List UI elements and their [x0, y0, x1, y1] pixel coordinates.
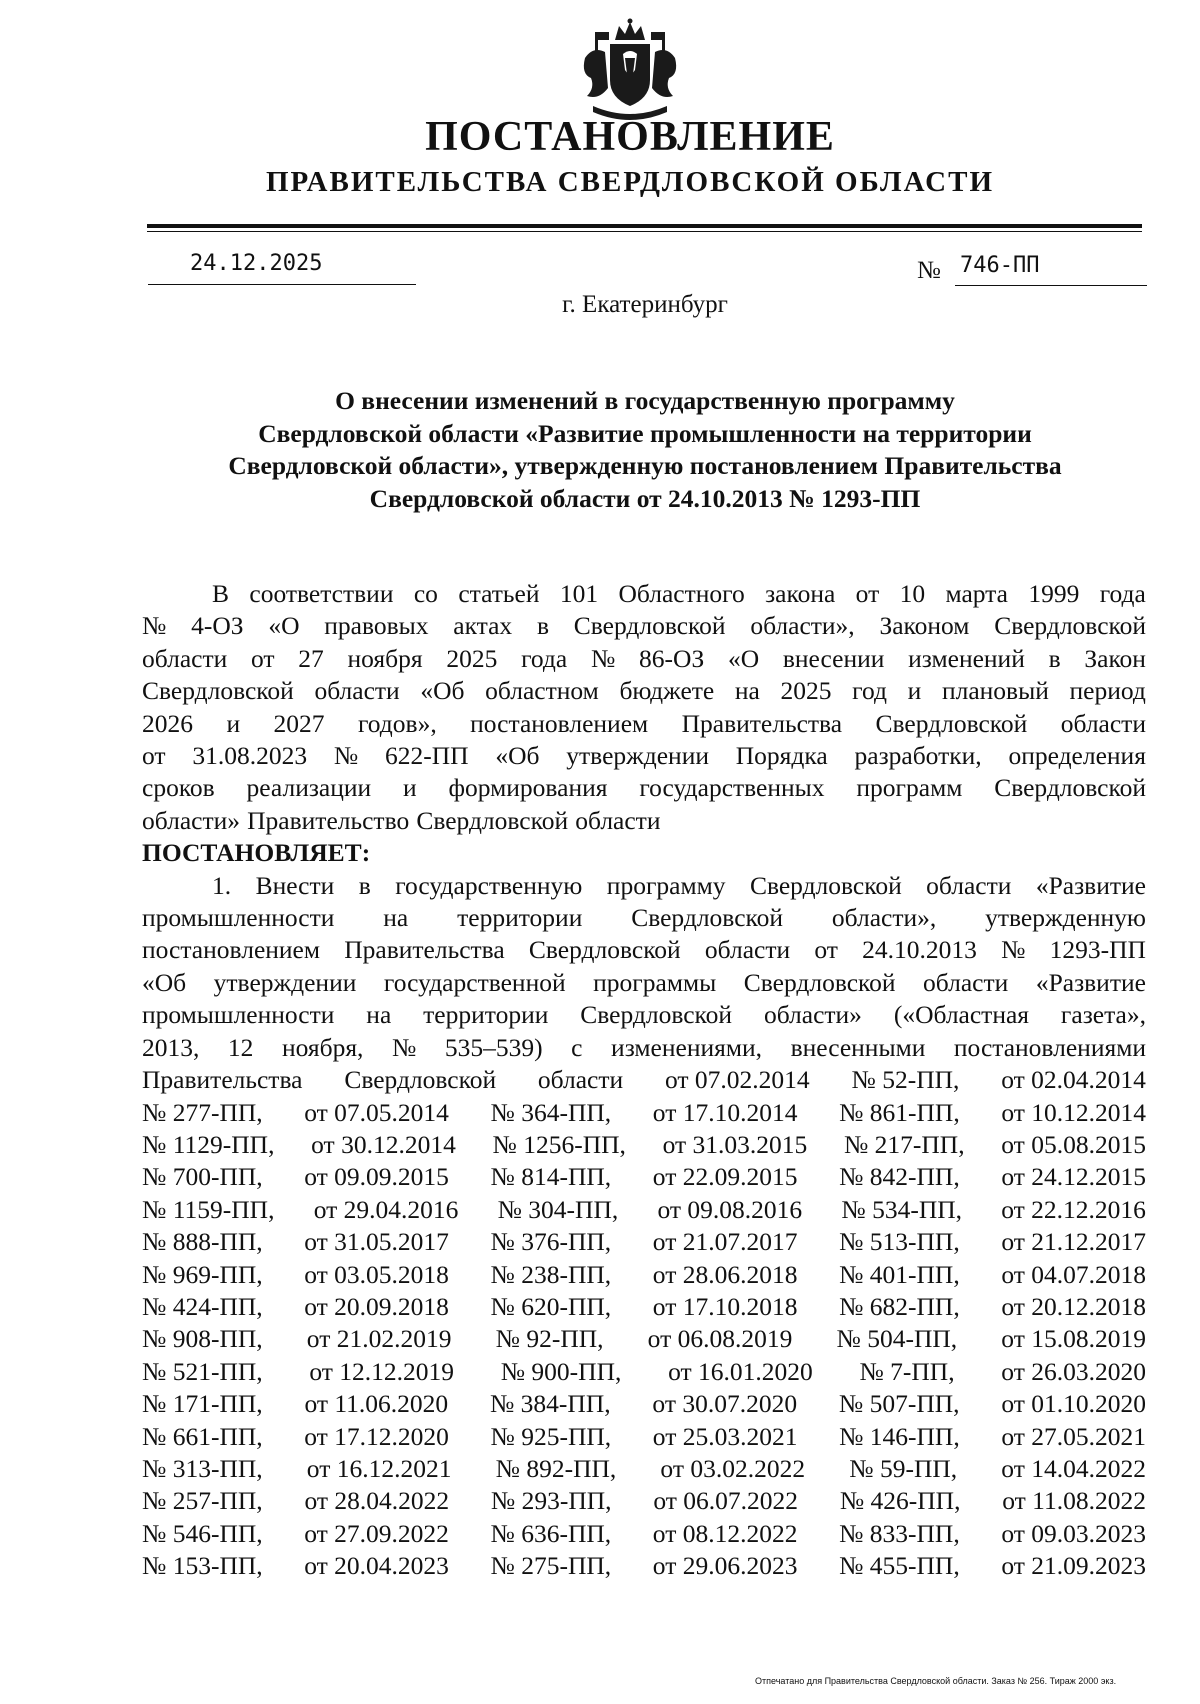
text-line [142, 1226, 1146, 1258]
word: Правительство [247, 805, 410, 835]
word: области [575, 805, 661, 835]
word: изменениями, [611, 1032, 763, 1062]
word: № 92-ПП, [495, 1324, 604, 1354]
word: № 700-ПП, [142, 1162, 263, 1192]
word: «О [727, 643, 760, 673]
word: № [1001, 935, 1026, 965]
word: от 21.09.2023 [1001, 1551, 1146, 1581]
text-line [142, 870, 1146, 902]
word: утверждении [213, 967, 357, 997]
text-line [142, 805, 1146, 837]
word: № 900-ПП, [500, 1356, 622, 1386]
word: с [571, 1032, 583, 1062]
print-footer: Отпечатано для Правительства Свердловской области. Заказ № 256. Тираж 2000 экз. [755, 1676, 1117, 1686]
word: от 16.01.2020 [668, 1356, 813, 1386]
word: разработки, [854, 741, 982, 771]
word: Закон [1084, 643, 1146, 673]
word: № 455-ПП, [839, 1551, 960, 1581]
word: от 24.12.2015 [1001, 1162, 1146, 1192]
word: № 861-ПП, [839, 1097, 960, 1127]
word: Свердловской [994, 773, 1146, 803]
text-line [142, 1259, 1146, 1291]
word: № 925-ПП, [490, 1421, 612, 1451]
word: области» [142, 805, 240, 835]
text-line [142, 578, 1146, 610]
word: Областного [618, 579, 745, 608]
word: области [923, 967, 1009, 997]
text-line [142, 1356, 1146, 1388]
word: № 293-ПП, [490, 1486, 612, 1516]
word: и [403, 773, 417, 803]
word: № 257-ПП, [142, 1486, 263, 1516]
word: № 661-ПП, [142, 1421, 263, 1451]
word: от 10.12.2014 [1001, 1097, 1146, 1127]
word: Правительства [681, 708, 843, 738]
word: территории [457, 903, 583, 933]
word: от 28.04.2022 [304, 1486, 450, 1516]
title-line: Свердловской области», утвержденную постановлением Правительства [228, 451, 1062, 480]
word: постановлением [470, 708, 649, 738]
word: от 07.02.2014 [665, 1065, 810, 1095]
text-line [142, 967, 1146, 999]
word: № 401-ПП, [839, 1259, 960, 1289]
word: в [358, 870, 371, 900]
word: Свердловской [875, 708, 1028, 738]
word: «О [268, 611, 300, 641]
word: от 05.08.2015 [1001, 1129, 1146, 1159]
word: области [926, 870, 1012, 900]
word: от 14.04.2022 [1001, 1453, 1146, 1483]
text-line [142, 902, 1146, 934]
word: на [366, 1000, 392, 1030]
word: 2026 [142, 708, 193, 738]
number-sign: № [917, 257, 941, 284]
text-line [142, 1550, 1146, 1582]
text-line [142, 1097, 1146, 1129]
word: правовых [324, 611, 429, 641]
word: 1. [212, 870, 232, 900]
word: реализации [246, 773, 372, 803]
word: от 31.05.2017 [304, 1227, 449, 1257]
word: территории [423, 1000, 549, 1030]
word: 2013, [142, 1032, 200, 1062]
word: Свердловской [749, 870, 902, 900]
word: 24.10.2013 [862, 935, 977, 965]
text-line [142, 1129, 1146, 1161]
word: от 01.10.2020 [1001, 1389, 1146, 1419]
word: от 20.09.2018 [304, 1291, 449, 1321]
document-city: г. Екатеринбург [562, 291, 728, 318]
word: № [590, 643, 616, 673]
header-rule-thin [147, 231, 1142, 232]
word: марта [945, 579, 1008, 608]
word: № 171-ПП, [142, 1389, 263, 1419]
title-line: Свердловской области «Развитие промышленности на территории [258, 418, 1032, 448]
word: 1999 [1028, 579, 1080, 608]
item-1-paragraph [142, 870, 1146, 1064]
text-line [142, 740, 1146, 772]
header-rule [147, 224, 1142, 228]
word: годов», [357, 708, 437, 738]
word: от 06.08.2019 [647, 1324, 793, 1354]
word: Порядка [735, 741, 828, 771]
word: от 22.12.2016 [1001, 1194, 1146, 1224]
word: от 26.03.2020 [1001, 1356, 1146, 1386]
word: от [814, 935, 838, 965]
word: «Об [495, 741, 540, 771]
amendments-list [142, 1064, 1146, 1583]
word: Правительства [344, 935, 505, 965]
word: № 238-ПП, [490, 1259, 612, 1289]
word: № 275-ПП, [490, 1551, 612, 1581]
word: № 969-ПП, [142, 1259, 263, 1289]
word: области», [831, 903, 937, 933]
word: 2027 [273, 708, 325, 738]
word: № 426-ПП, [839, 1486, 961, 1516]
word: ноября, [281, 1032, 364, 1062]
word: 2025 [780, 676, 832, 706]
word: № 384-ПП, [489, 1389, 611, 1419]
document-date: 24.12.2025 [190, 251, 323, 276]
word: области [142, 643, 228, 673]
preamble-paragraph [142, 578, 1146, 837]
word: № 892-ПП, [495, 1453, 617, 1483]
word: на [734, 676, 760, 706]
word: Свердловской [344, 1065, 497, 1095]
word: от 06.07.2022 [653, 1486, 799, 1516]
word: от 27.05.2021 [1001, 1421, 1146, 1451]
word: от 03.05.2018 [304, 1259, 449, 1289]
word: 10 [899, 579, 926, 608]
document-type: ПОСТАНОВЛЕНИЕ [425, 114, 835, 160]
document-issuer: ПРАВИТЕЛЬСТВА СВЕРДЛОВСКОЙ ОБЛАСТИ [265, 166, 995, 198]
word: В [212, 579, 230, 608]
word: области [704, 935, 791, 965]
text-line [142, 1194, 1146, 1226]
word: Свердловской [631, 903, 783, 933]
word: Свердловской [416, 805, 569, 835]
word: ноября [347, 643, 423, 673]
word: постановлением [142, 935, 321, 965]
word: программы [593, 967, 717, 997]
word: «Об [420, 676, 465, 706]
word: от 31.03.2015 [662, 1129, 808, 1159]
word: № 842-ПП, [839, 1162, 960, 1192]
word: № 620-ПП, [490, 1291, 612, 1321]
word: в [536, 611, 549, 641]
document-title [140, 385, 1150, 515]
word: области [1060, 708, 1146, 738]
word: постановлениями [953, 1032, 1146, 1062]
word: Свердловской [743, 967, 896, 997]
word: № 424-ПП, [142, 1291, 263, 1321]
word: от 17.12.2020 [304, 1421, 449, 1451]
document-number: 746-ПП [960, 253, 1040, 278]
word: № 277-ПП, [142, 1097, 263, 1127]
text-line [142, 1032, 1146, 1064]
word: «Развитие [1035, 967, 1146, 997]
coat-of-arms-icon [575, 18, 685, 123]
word: № 1129-ПП, [142, 1129, 275, 1159]
word: от 15.08.2019 [1001, 1324, 1146, 1354]
date-underline [148, 284, 416, 285]
word: года [521, 643, 568, 673]
word: № [142, 611, 167, 641]
word: № 546-ПП, [142, 1518, 263, 1548]
word: № [391, 1032, 417, 1062]
word: со [413, 579, 438, 608]
word: актах [453, 611, 513, 641]
word: № 908-ПП, [142, 1324, 263, 1354]
word: от 28.06.2018 [652, 1259, 798, 1289]
word: Правительства [142, 1065, 303, 1095]
word: государственной [383, 967, 566, 997]
word: от [250, 643, 275, 673]
word: бюджете [619, 676, 715, 706]
word: от 20.12.2018 [1001, 1291, 1146, 1321]
word: программу [606, 870, 726, 900]
word: формирования [448, 773, 608, 803]
word: 4-ОЗ [191, 611, 244, 641]
word: закона [765, 579, 836, 608]
word: промышленности [142, 903, 335, 933]
word: внесении [782, 643, 885, 673]
word: государственную [395, 870, 583, 900]
word: № 376-ПП, [490, 1227, 612, 1257]
word: промышленности [142, 1000, 335, 1030]
word: 31.08.2023 [192, 741, 308, 771]
word: 1293-ПП [1049, 935, 1146, 965]
word: 101 [559, 579, 599, 608]
text-line [142, 999, 1146, 1031]
word: от 29.06.2023 [652, 1551, 798, 1581]
title-line: Свердловской области от 24.10.2013 № 1293-ПП [369, 483, 921, 513]
word: Свердловской [142, 676, 294, 706]
word: сроков [142, 773, 215, 803]
document-body [142, 578, 1146, 1583]
word: период [1069, 676, 1146, 706]
word: № 636-ПП, [490, 1518, 612, 1548]
word: от 09.09.2015 [304, 1162, 449, 1192]
word: от 17.10.2018 [652, 1291, 798, 1321]
word: на [383, 903, 409, 933]
text-line [142, 772, 1146, 804]
word: области [537, 1065, 624, 1095]
word: от 11.08.2022 [1002, 1486, 1146, 1516]
word: от 17.10.2014 [652, 1097, 798, 1127]
word: от 30.12.2014 [311, 1129, 456, 1159]
word: 86-ОЗ [639, 643, 705, 673]
word: области» [763, 1000, 862, 1030]
word: газета», [1060, 1000, 1146, 1030]
word: № 513-ПП, [839, 1227, 960, 1257]
word: от 29.04.2016 [313, 1194, 459, 1224]
word: года [1099, 579, 1146, 608]
word: Законом [879, 611, 970, 641]
word: от [855, 579, 880, 608]
word: «Развитие [1035, 870, 1146, 900]
word: 12 [227, 1032, 254, 1062]
word: № 313-ПП, [142, 1453, 263, 1483]
word: от 03.02.2022 [660, 1453, 806, 1483]
word: № 1256-ПП, [492, 1129, 626, 1159]
word: областном [485, 676, 599, 706]
word: изменений [908, 643, 1025, 673]
word: от 20.04.2023 [304, 1551, 449, 1581]
word: № 833-ПП, [839, 1518, 960, 1548]
word: плановый [941, 676, 1049, 706]
word: от 11.06.2020 [304, 1389, 449, 1419]
word: «Об [142, 967, 187, 997]
word: № [333, 741, 359, 771]
word: статьей [458, 579, 540, 608]
word: («Областная [893, 1000, 1030, 1030]
word: от 30.07.2020 [652, 1389, 798, 1419]
word: определения [1008, 741, 1146, 771]
text-line [142, 1518, 1146, 1550]
word: утвержденную [985, 903, 1146, 933]
word: области», [750, 611, 855, 641]
word: программ [856, 773, 963, 803]
word: от 25.03.2021 [652, 1421, 798, 1451]
word: год [852, 676, 887, 706]
word: № 7-ПП, [859, 1356, 955, 1386]
text-line [142, 934, 1146, 966]
word: № 52-ПП, [851, 1065, 960, 1095]
text-line [142, 1323, 1146, 1355]
word: утверждении [566, 741, 709, 771]
word: от [142, 741, 166, 771]
word: от 07.05.2014 [304, 1097, 449, 1127]
word: от 21.12.2017 [1001, 1227, 1146, 1257]
word: № 814-ПП, [490, 1162, 612, 1192]
text-line [142, 1485, 1146, 1517]
word: Свердловской [994, 611, 1146, 641]
text-line [142, 1161, 1146, 1193]
word: № 1159-ПП, [142, 1194, 275, 1224]
word: 622-ПП [385, 741, 469, 771]
word: соответствии [249, 579, 394, 608]
text-line [142, 675, 1146, 707]
text-line [142, 708, 1146, 740]
word: № 507-ПП, [838, 1389, 960, 1419]
word: № 153-ПП, [142, 1551, 263, 1581]
word: Внести [255, 870, 335, 900]
word: в [1048, 643, 1061, 673]
word: от 02.04.2014 [1001, 1065, 1146, 1095]
word: внесенными [790, 1032, 926, 1062]
word: от 04.07.2018 [1001, 1259, 1146, 1289]
text-line [142, 610, 1146, 642]
text-line [142, 643, 1146, 675]
word: № 504-ПП, [836, 1324, 958, 1354]
text-line [142, 1388, 1146, 1420]
word: от 21.07.2017 [652, 1227, 798, 1257]
word: № 59-ПП, [849, 1453, 958, 1483]
decree-word: ПОСТАНОВЛЯЕТ: [142, 838, 371, 868]
word: № 521-ПП, [142, 1356, 263, 1386]
word: от 27.09.2022 [304, 1518, 449, 1548]
word: государственных [639, 773, 825, 803]
word: от 21.02.2019 [306, 1324, 452, 1354]
word: № 534-ПП, [841, 1194, 963, 1224]
word: 27 [298, 643, 324, 673]
word: от 12.12.2019 [309, 1356, 455, 1386]
word: № 217-ПП, [843, 1129, 965, 1159]
word: № 146-ПП, [839, 1421, 960, 1451]
word: Свердловской [528, 935, 681, 965]
title-line: О внесении изменений в государственную программу [335, 386, 955, 415]
word: 2025 [446, 643, 498, 673]
word: от 08.12.2022 [652, 1518, 798, 1548]
text-line [142, 1291, 1146, 1323]
word: 535–539) [444, 1032, 543, 1062]
word: области [314, 676, 400, 706]
word: от 22.09.2015 [652, 1162, 798, 1192]
word: № 304-ПП, [497, 1194, 619, 1224]
text-line [142, 1064, 1146, 1096]
text-line [142, 1421, 1146, 1453]
word: и [907, 676, 922, 706]
word: Свердловской [580, 1000, 733, 1030]
word: от 09.03.2023 [1001, 1518, 1146, 1548]
word: от 16.12.2021 [306, 1453, 452, 1483]
word: № 888-ПП, [142, 1227, 263, 1257]
text-line [142, 1453, 1146, 1485]
word: № 682-ПП, [839, 1291, 960, 1321]
word: № 364-ПП, [490, 1097, 612, 1127]
word: Свердловской [573, 611, 726, 641]
number-underline [955, 285, 1147, 286]
word: и [226, 708, 241, 738]
word: от 09.08.2016 [657, 1194, 803, 1224]
